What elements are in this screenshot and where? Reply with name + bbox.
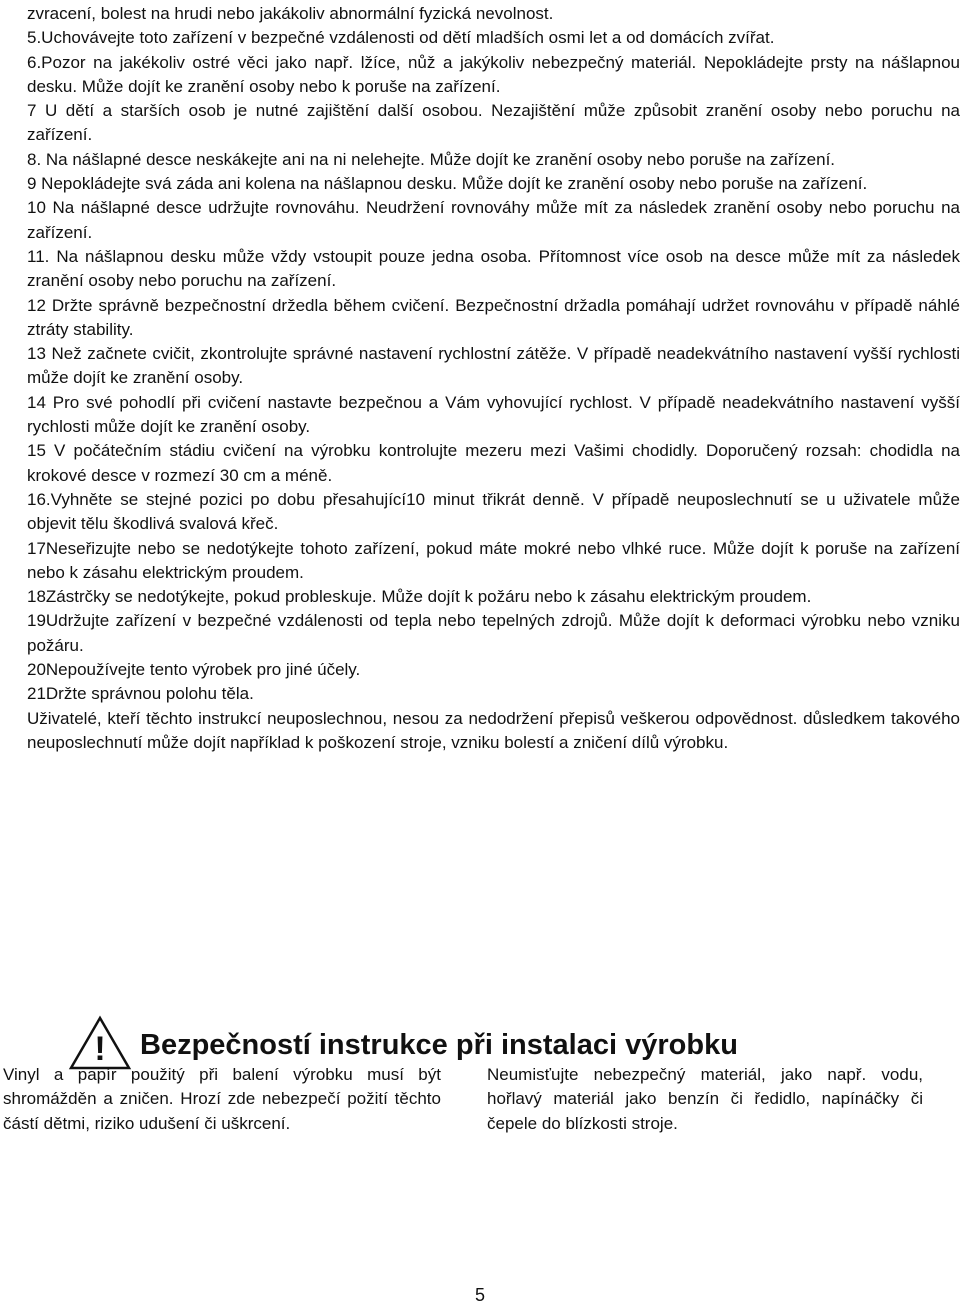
paragraph: 21Držte správnou polohu těla. bbox=[27, 684, 254, 704]
page-number: 5 bbox=[474, 1285, 485, 1305]
paragraph: 11. Na nášlapnou desku může vždy vstoupit pouze jedna osoba. Přítomnost více osob na desce může mít za následek zranění osoby nebo poruchu na zařízení. bbox=[27, 246, 960, 291]
paragraph: 17Neseřizujte nebo se nedotýkejte tohoto zařízení, pokud máte mokré nebo vlhké ruce. Může dojít k poruše na zařízení nebo k zásahu elektrickým proudem. bbox=[27, 538, 960, 582]
paragraph: 5.Uchovávejte toto zařízení v bezpečné vzdálenosti od dětí mladších osmi let a od domácích zvířat. bbox=[27, 28, 775, 48]
paragraph: 7 U dětí a starších osob je nutné zajištění další osobou. Nezajištění může způsobit zranění osoby nebo poruchu na zařízení. bbox=[27, 101, 960, 145]
paragraph: 9 Nepokládejte svá záda ani kolena na nášlapnou desku. Může dojít ke zranění osoby nebo poruše na zařízení. bbox=[27, 174, 868, 194]
paragraph: 10 Na nášlapné desce udržujte rovnováhu. Neudržení rovnováhy může mít za následek zranění osoby nebo poruchu na zařízení. bbox=[27, 198, 960, 242]
left-column-text: Vinyl a papír použitý při balení výrobku musí být shromážděn a zničen. Hrozí zde nebezpečí požití těchto částí dětmi, riziko udušení či uškrcení. bbox=[3, 1065, 441, 1133]
section-title: Bezpečností instrukce při instalaci výrobku bbox=[140, 1029, 738, 1061]
paragraph: 18Zástrčky se nedotýkejte, pokud probleskuje. Může dojít k požáru nebo k zásahu elektrickým proudem. bbox=[27, 587, 812, 607]
paragraph: 15 V počátečním stádiu cvičení na výrobku kontrolujte mezeru mezi Vašimi chodidly. Doporučený rozsah: chodidla na krokové desce v rozmezí 30 cm a méně. bbox=[27, 441, 960, 485]
paragraph: 8. Na nášlapné desce neskákejte ani na ni nelehejte. Může dojít ke zranění osoby nebo poruše na zařízení. bbox=[27, 149, 836, 169]
paragraph: 19Udržujte zařízení v bezpečné vzdálenosti od tepla nebo tepelných zdrojů. Může dojít k deformaci výrobku nebo vzniku požáru. bbox=[27, 611, 960, 655]
paragraph: 13 Než začnete cvičit, zkontrolujte správné nastavení rychlostní zátěže. V případě neadekvátního nastavení vyšší rychlosti může dojít ke zranění osoby. bbox=[27, 344, 960, 388]
right-column-text: Neumisťujte nebezpečný materiál, jako např. vodu, hořlavý materiál jako benzín či ředidlo, napínáčky či čepele do blízkosti stroje. bbox=[487, 1065, 923, 1133]
document-body bbox=[27, 2, 960, 755]
paragraph: 20Nepoužívejte tento výrobek pro jiné účely. bbox=[27, 660, 361, 680]
warning-exclamation: ! bbox=[94, 1030, 106, 1068]
paragraph: 16.Vyhněte se stejné pozici po dobu přesahující10 minut třikrát denně. V případě neuposlechnutí se u uživatele může objevit tělu škodlivá svalová křeč. bbox=[27, 489, 960, 534]
paragraph: zvracení, bolest na hrudi nebo jakákoliv abnormální fyzická nevolnost. bbox=[27, 4, 554, 23]
paragraph: Uživatelé, kteří těchto instrukcí neuposlechnou, nesou za nedodržení přepisů veškerou odpovědnost. důsledkem takového neuposlechnutí může dojít například k poškození stroje, vzniku bolestí a zničení dílů výrobku. bbox=[27, 708, 960, 752]
paragraph: 12 Držte správně bezpečnostní držedla během cvičení. Bezpečnostní držadla pomáhají udržet rovnováhu v případě náhlé ztráty stability. bbox=[27, 295, 960, 339]
paragraph: 14 Pro své pohodlí při cvičení nastavte bezpečnou a Vám vyhovující rychlost. V případě neadekvátního nastavení vyšší rychlosti může dojít ke zranění osoby. bbox=[27, 392, 960, 437]
paragraph: 6.Pozor na jakékoliv ostré věci jako např. lžíce, nůž a jakýkoliv nebezpečný materiál. Nepokládejte prsty na nášlapnou desku. Může dojít ke zranění osoby nebo k poruše na zařízení. bbox=[27, 52, 960, 96]
